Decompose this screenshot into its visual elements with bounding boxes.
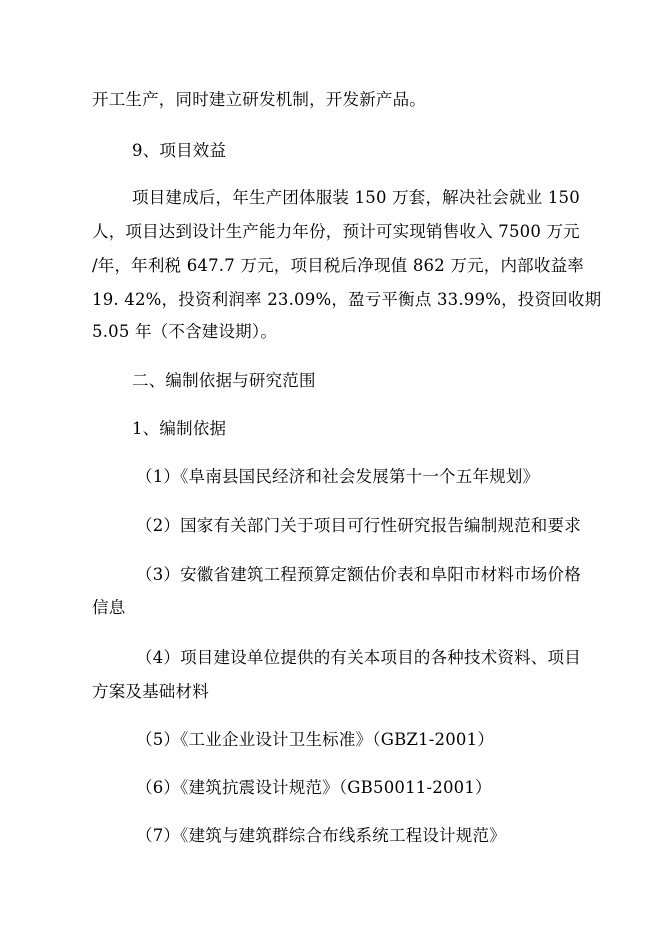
basis-item-4-continued: 方案及基础材料	[92, 682, 209, 701]
benefits-line-1: 项目建成后，年生产团体服装 150 万套，解决社会就业 150	[132, 188, 580, 207]
basis-item-6: （6）《建筑抗震设计规范》（GB50011-2001）	[136, 778, 492, 797]
intro-tail-text: 开工生产，同时建立研发机制，开发新产品。	[92, 90, 426, 109]
benefits-line-2: 人，项目达到设计生产能力年份，预计可实现销售收入 7500 万元	[92, 222, 580, 241]
basis-item-7: （7）《建筑与建筑群综合布线系统工程设计规范》	[136, 826, 506, 845]
basis-item-4: （4）项目建设单位提供的有关本项目的各种技术资料、项目	[136, 648, 581, 667]
benefits-line-4: 19. 42%，投资利润率 23.09%，盈亏平衡点 33.99%，投资回收期	[92, 290, 602, 309]
chapter-2-heading: 二、编制依据与研究范围	[132, 371, 316, 390]
benefits-line-3: /年，年利税 647.7 万元，项目税后净现值 862 万元，内部收益率	[92, 256, 584, 275]
basis-item-1: （1）《阜南县国民经济和社会发展第十一个五年规划》	[136, 467, 540, 486]
section-9-heading: 9、项目效益	[132, 141, 227, 160]
basis-item-5: （5）《工业企业设计卫生标准》（GBZ1-2001）	[136, 730, 495, 749]
basis-item-3: （3）安徽省建筑工程预算定额估价表和阜阳市材料市场价格	[136, 565, 581, 584]
basis-item-2: （2）国家有关部门关于项目可行性研究报告编制规范和要求	[136, 516, 581, 535]
section-1-heading: 1、编制依据	[132, 419, 227, 438]
basis-item-3-continued: 信息	[92, 598, 126, 617]
benefits-line-5: 5.05 年（不含建设期）。	[92, 322, 278, 341]
